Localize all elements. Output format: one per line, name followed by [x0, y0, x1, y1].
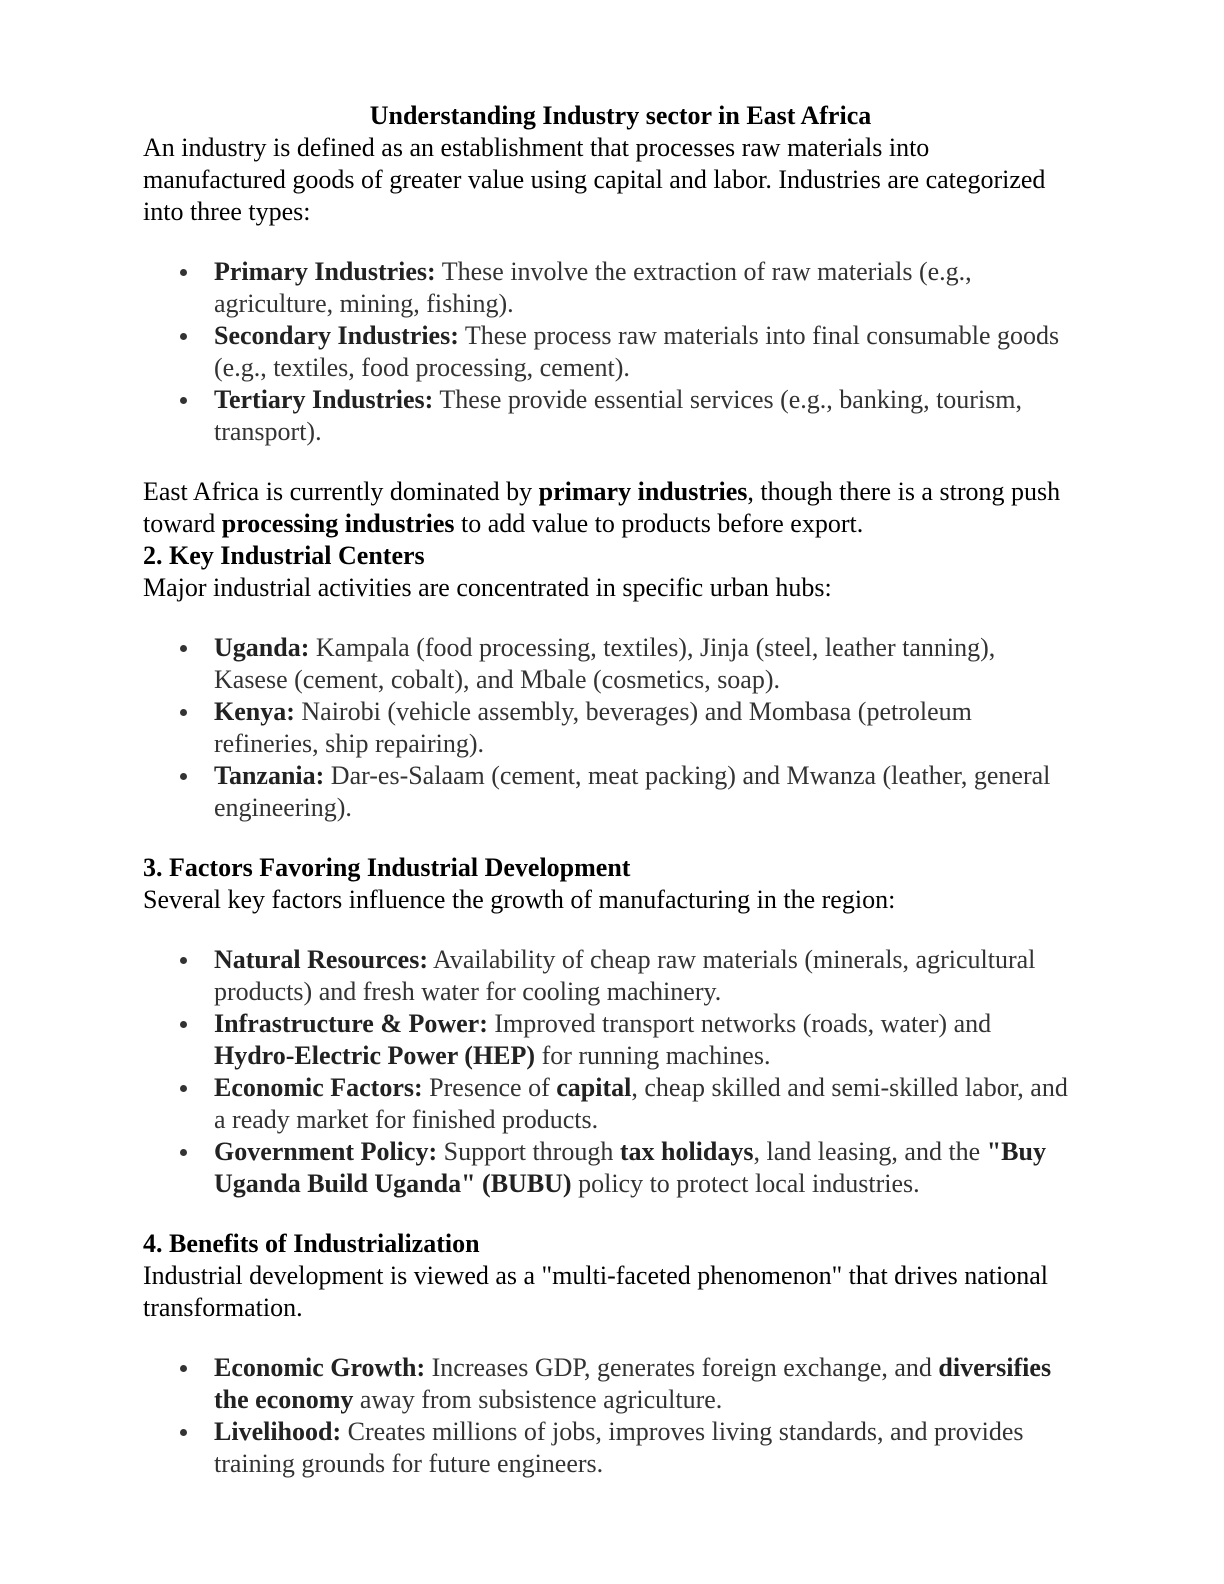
section-intro: Several key factors influence the growth of manufacturing in the region: [143, 885, 896, 914]
list-item-term: Economic Factors: [214, 1073, 423, 1102]
intro-paragraph: An industry is defined as an establishment that processes raw materials into manufactured goods of greater value using capital and labor. Industries are categorized into three types: [143, 133, 1046, 226]
list-item-term: Infrastructure & Power: [214, 1009, 488, 1038]
text-run: to add value to products before export. [454, 509, 864, 538]
list-item-term: Uganda: [214, 633, 310, 662]
list-item-economic-factors [214, 1072, 1074, 1136]
benefits-list [143, 1352, 1074, 1480]
list-item-term: Livelihood: [214, 1417, 342, 1446]
factors-list [143, 944, 1074, 1200]
bold-run: tax holidays [619, 1137, 754, 1166]
list-item-term: Natural Resources: [214, 945, 428, 974]
list-item-desc: Nairobi (vehicle assembly, beverages) and Mombasa (petroleum refineries, ship repairing). [214, 697, 972, 758]
list-item-desc: Support through [437, 1137, 620, 1166]
list-item-economic-growth [214, 1352, 1074, 1416]
section-intro: Industrial development is viewed as a "multi-faceted phenomenon" that drives national transformation. [143, 1261, 1048, 1322]
list-item-desc: Improved transport networks (roads, water) and [487, 1009, 992, 1038]
list-item-kenya [214, 696, 1074, 760]
list-item-desc: These process raw materials into final consumable goods (e.g., textiles, food processing, cement). [214, 321, 1060, 382]
list-item-desc: Creates millions of jobs, improves living standards, and provides training grounds for future engineers. [214, 1417, 1024, 1478]
list-item-livelihood [214, 1416, 1074, 1480]
text-run: , though there is a strong push toward [143, 477, 1061, 538]
section-heading-factors: 3. Factors Favoring Industrial Development [143, 853, 631, 882]
list-item-desc: away from subsistence agriculture. [353, 1385, 723, 1414]
list-item-desc: , cheap skilled and semi-skilled labor, and a ready market for finished products. [214, 1073, 1068, 1134]
list-item-desc: for running machines. [535, 1041, 771, 1070]
section-intro: Major industrial activities are concentrated in specific urban hubs: [143, 573, 832, 602]
list-item-desc: These provide essential services (e.g., banking, tourism, transport). [214, 385, 1023, 446]
bold-run: capital [556, 1073, 632, 1102]
list-item-secondary [214, 320, 1074, 384]
list-item-term: Primary Industries: [214, 257, 436, 286]
industrial-centers-list [143, 632, 1074, 824]
list-item-desc: Availability of cheap raw materials (minerals, agricultural products) and fresh water for cooling machinery. [214, 945, 1036, 1006]
text-run: East Africa is currently dominated by [143, 477, 539, 506]
list-item-term: Kenya: [214, 697, 295, 726]
bold-run: processing industries [221, 509, 455, 538]
list-item-desc: , land leasing, and the [753, 1137, 987, 1166]
list-item-government-policy [214, 1136, 1074, 1200]
list-item-desc: Dar-es-Salaam (cement, meat packing) and Mwanza (leather, general engineering). [214, 761, 1051, 822]
dominance-paragraph [143, 476, 1074, 540]
list-item-term: Secondary Industries: [214, 321, 459, 350]
list-item-tanzania [214, 760, 1074, 824]
list-item-term: Tanzania: [214, 761, 325, 790]
bold-run: Hydro-Electric Power (HEP) [214, 1041, 536, 1070]
list-item-term: Economic Growth: [214, 1353, 426, 1382]
list-item-term: Tertiary Industries: [214, 385, 434, 414]
list-item-uganda [214, 632, 1074, 696]
section-heading-industrial-centers: 2. Key Industrial Centers [143, 541, 425, 570]
list-item-primary [214, 256, 1074, 320]
list-item-term: Government Policy: [214, 1137, 438, 1166]
list-item-natural-resources [214, 944, 1074, 1008]
list-item-infrastructure [214, 1008, 1074, 1072]
bold-run: primary industries [538, 477, 748, 506]
bold-run: diversifies the economy [214, 1353, 1052, 1414]
list-item-desc: Presence of [422, 1073, 557, 1102]
list-item-desc: Increases GDP, generates foreign exchange, and [425, 1353, 939, 1382]
bold-run: "Buy Uganda Build Uganda" (BUBU) [214, 1137, 1046, 1198]
list-item-tertiary [214, 384, 1074, 448]
list-item-desc: These involve the extraction of raw materials (e.g., agriculture, mining, fishing). [214, 257, 972, 318]
document-title: Understanding Industry sector in East Africa [369, 101, 872, 130]
list-item-desc: policy to protect local industries. [571, 1169, 920, 1198]
industry-types-list [143, 256, 1074, 448]
list-item-desc: Kampala (food processing, textiles), Jinja (steel, leather tanning), Kasese (cement, cobalt), and Mbale (cosmetics, soap). [214, 633, 996, 694]
section-heading-benefits: 4. Benefits of Industrialization [143, 1229, 480, 1258]
